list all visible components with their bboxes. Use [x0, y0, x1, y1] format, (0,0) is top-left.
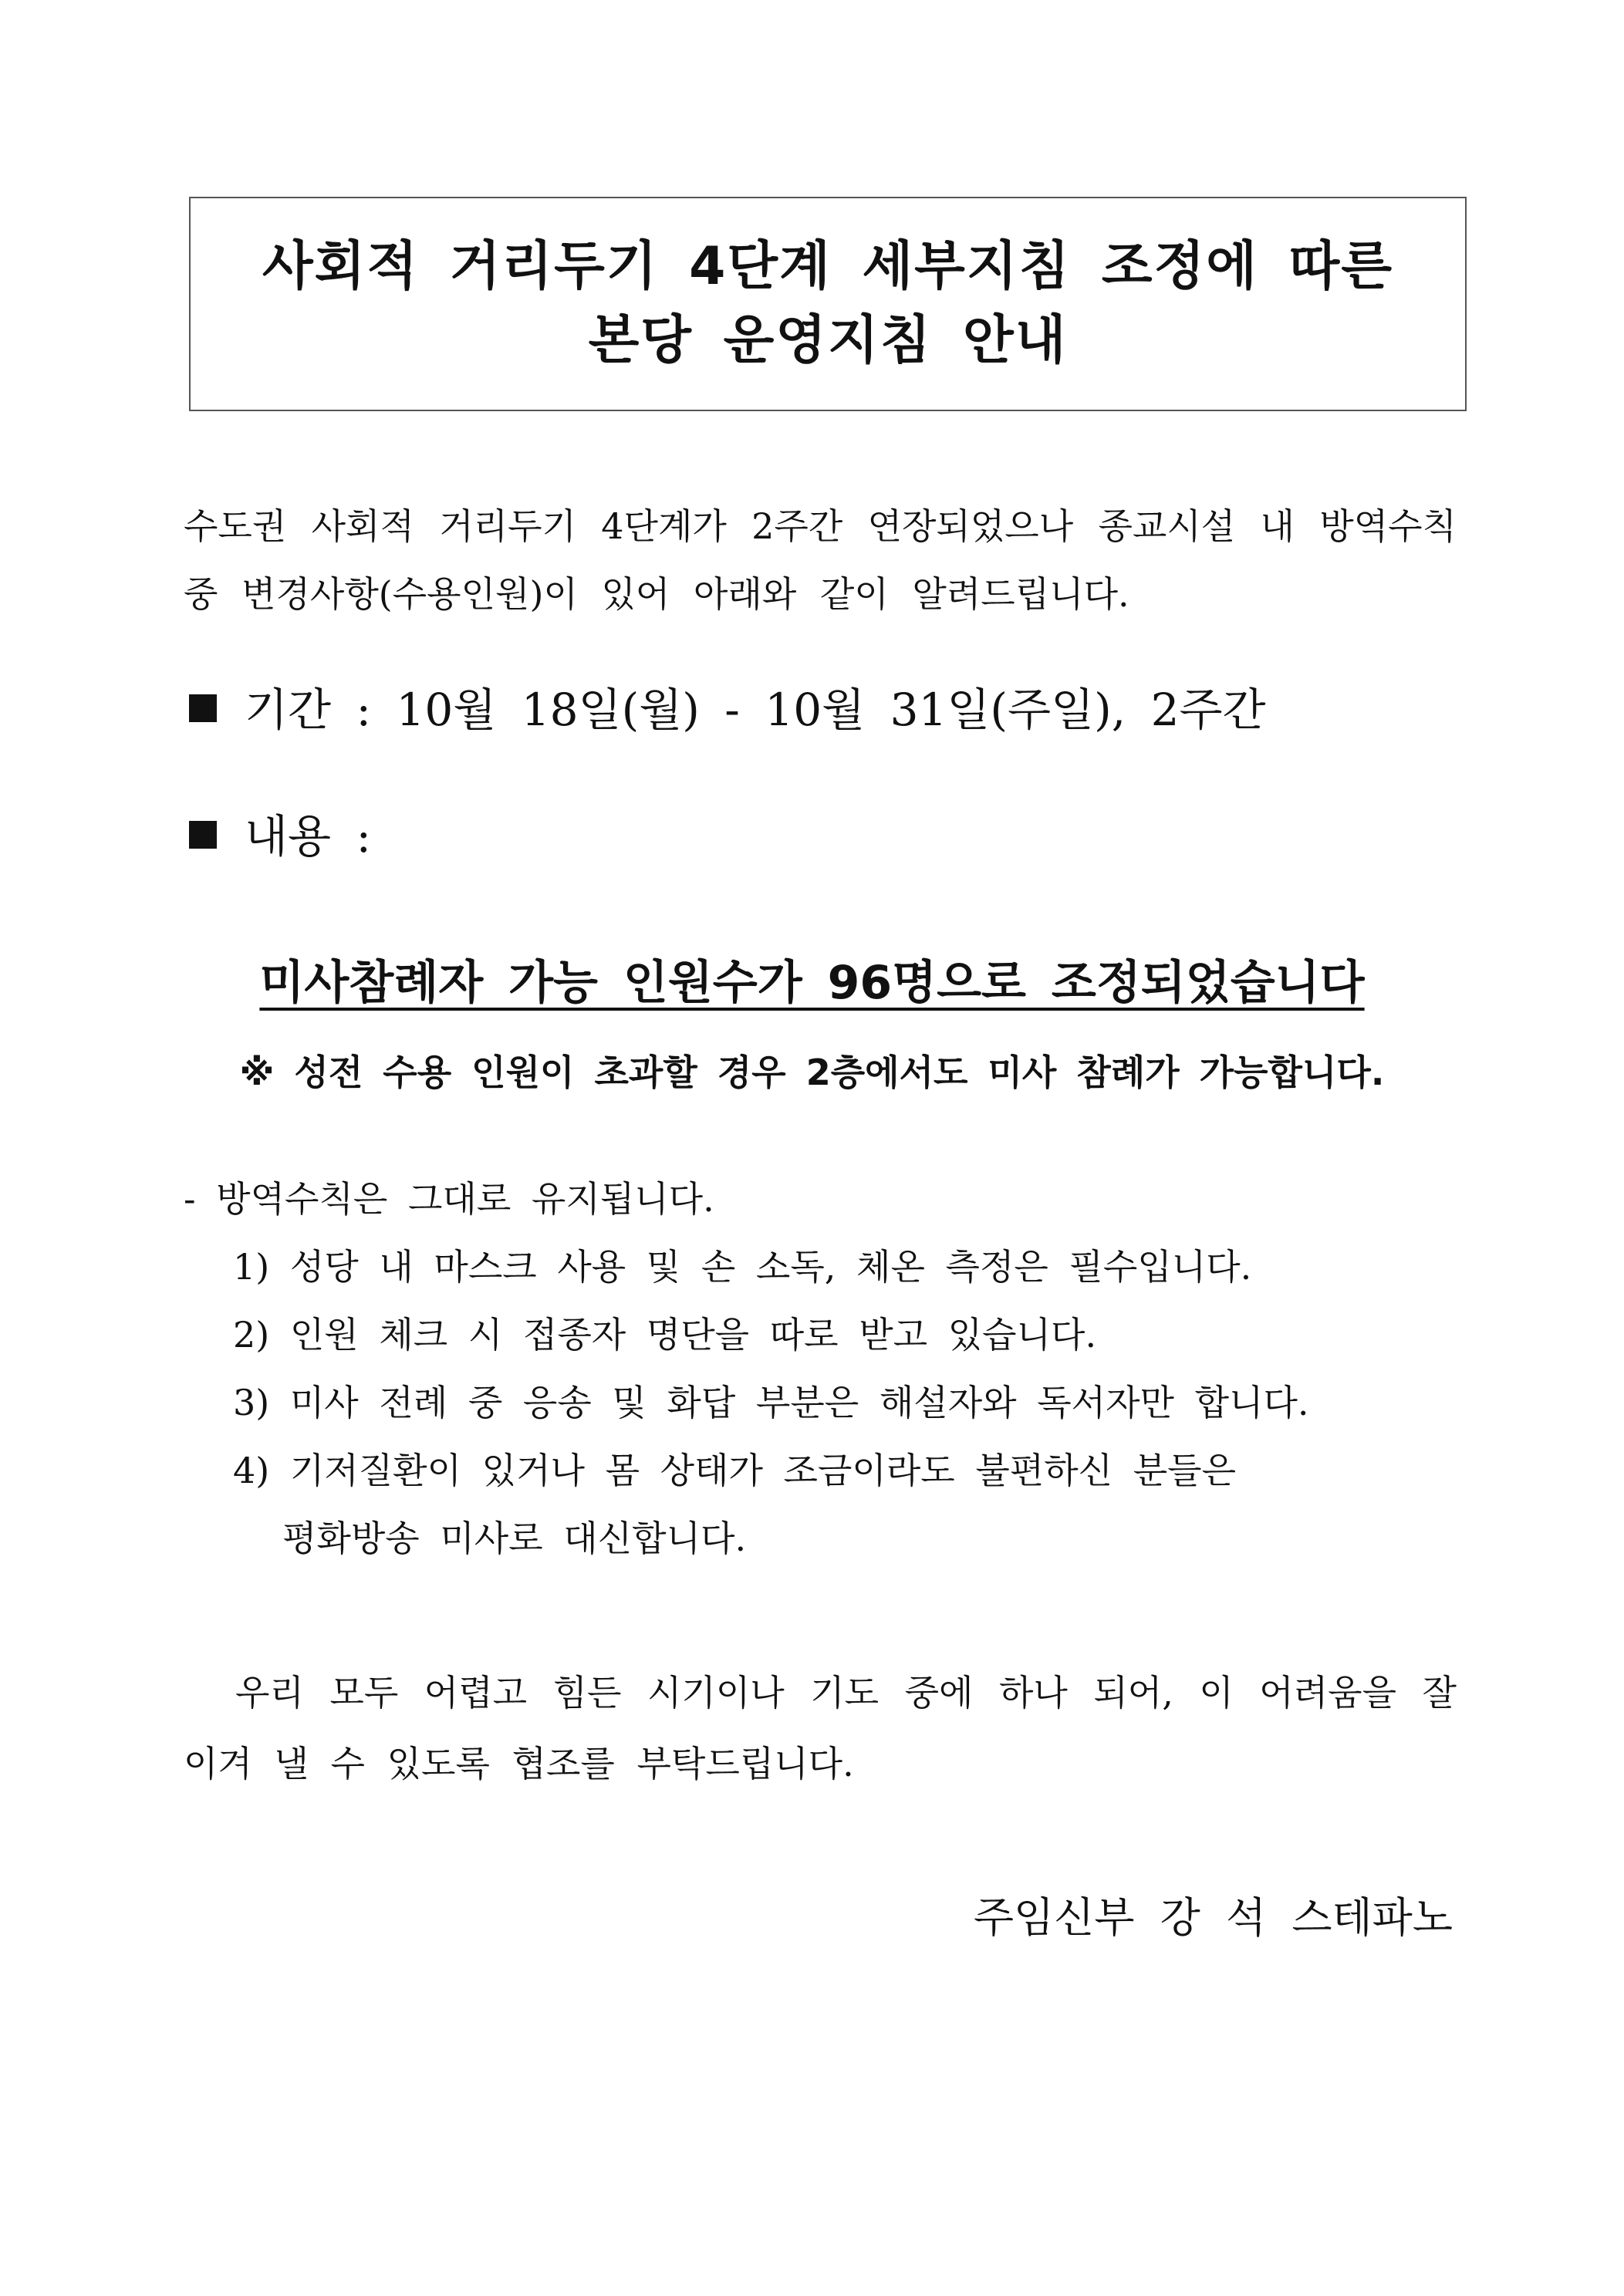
intro-paragraph: 수도권 사회적 거리두기 4단계가 2주간 연장되었으나 종교시설 내 방역수칙 중 변경사항(수용인원)이 있어 아래와 같이 알려드립니다.	[184, 505, 1457, 615]
rule-item: 3) 미사 전례 중 응송 및 화답 부분은 해설자와 독서자만 합니다.	[233, 1382, 1309, 1423]
main-notice-text: 미사참례자 가능 인원수가 96명으로 조정되었습니다	[259, 956, 1365, 1010]
period-text: 기간 : 10월 18일(월) - 10월 31일(주일), 2주간	[245, 684, 1266, 736]
closing-text: 우리 모두 어렵고 힘든 시기이나 기도 중에 하나 되어, 이 어려움을 잘 이겨 낼 수 있도록 협조를 부탁드립니다.	[184, 1672, 1457, 1784]
content-heading	[189, 805, 371, 867]
rule-item: 1) 성당 내 마스크 사용 및 손 소독, 체온 측정은 필수입니다.	[233, 1246, 1252, 1288]
document-title-line-2: 본당 운영지침 안내	[588, 310, 1068, 371]
rule-item-continuation: 평화방송 미사로 대신합니다.	[282, 1518, 747, 1559]
period-heading	[189, 679, 1266, 741]
rule-item: 4) 기저질환이 있거나 몸 상태가 조금이라도 불편하신 분들은	[233, 1450, 1237, 1491]
sub-notice: ※ 성전 수용 인원이 초과할 경우 2층에서도 미사 참례가 가능합니다.	[239, 1052, 1385, 1093]
rules-section	[184, 1165, 1495, 1572]
square-bullet-icon	[189, 821, 217, 849]
square-bullet-icon	[189, 694, 217, 722]
closing-paragraph	[184, 1657, 1457, 1799]
main-notice	[0, 950, 1624, 1015]
content-label: 내용 :	[245, 810, 372, 863]
rule-item: 2) 인원 체크 시 접종자 명단을 따로 받고 있습니다.	[233, 1314, 1097, 1356]
title-box	[189, 197, 1467, 411]
signature: 주임신부 강 석 스테파노	[973, 1893, 1453, 1942]
rules-header: - 방역수칙은 그대로 유지됩니다.	[184, 1178, 714, 1220]
document-title-line-1: 사회적 거리두기 4단계 세부지침 조정에 따른	[262, 236, 1394, 297]
